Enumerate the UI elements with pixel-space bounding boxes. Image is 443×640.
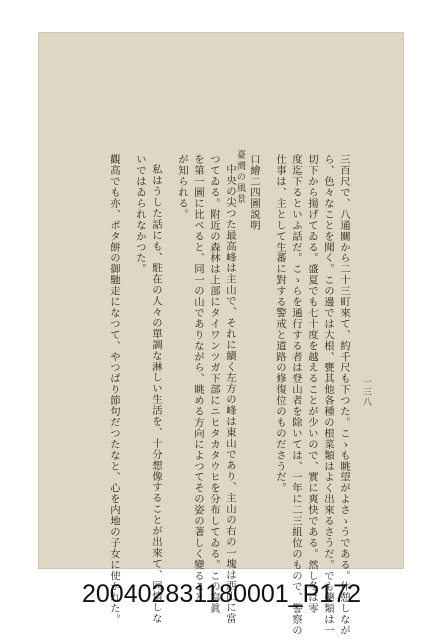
text-line: 觀高でも亦、ボタ餅の御馳走になつて、やつぱり節句だつたなと、心を内地の子女に使かれた。: [108, 154, 120, 625]
text-line: いではゐられなかつた。: [134, 154, 146, 275]
image-caption: 200402831180001_P172: [82, 580, 361, 608]
text-line: 中央の尖つた最高峰は主山で、それに續く左方の峰は東山であり、主山の右の一塊は西山に當: [224, 164, 236, 624]
text-line: 度迄下るといふ話だ。こゝらを通行する者は登山者を除いては、一年に二三組位のもので、警察の: [290, 154, 302, 636]
page-number: 一三八: [361, 377, 371, 407]
text-line: 私はうした話にも、駐在の人々の單調な淋しい生活を、十分想像することが出來て、同情しな: [150, 164, 162, 624]
text-line: が知られる。: [176, 154, 188, 220]
text-line: を第一圖に比べると、同一の山でありながら、眺める方向によつてその姿の著しく變ること: [192, 154, 204, 603]
running-title: 臺灣の風景: [235, 150, 245, 205]
text-line: 切下から揚げてゐる。盛夏でも七十度を越えることが少いので、實に爽快である。然し冬は零: [306, 154, 318, 614]
text-line: つてゐる。附近の森林は上部にタイワンツガ下部にニヒタカタウヒを分布してゐる。この寫眞: [208, 154, 220, 614]
text-line: ら、色々なことを聞く。この邊では大根、甕其他各種の根菜類はよく出來るさうだ。でも藥類は一: [322, 154, 334, 636]
section-heading: 口繪二四圖説明: [248, 154, 260, 231]
text-line: 三百尺で、八通關から二十三町來て、約千尺も下つた。こゝも眺望がよさゝうである。休憩しなが: [338, 154, 350, 636]
text-line: 仕事は、主として生蕃に對する警戒と道路の修復位のものださうだ。: [274, 154, 286, 494]
